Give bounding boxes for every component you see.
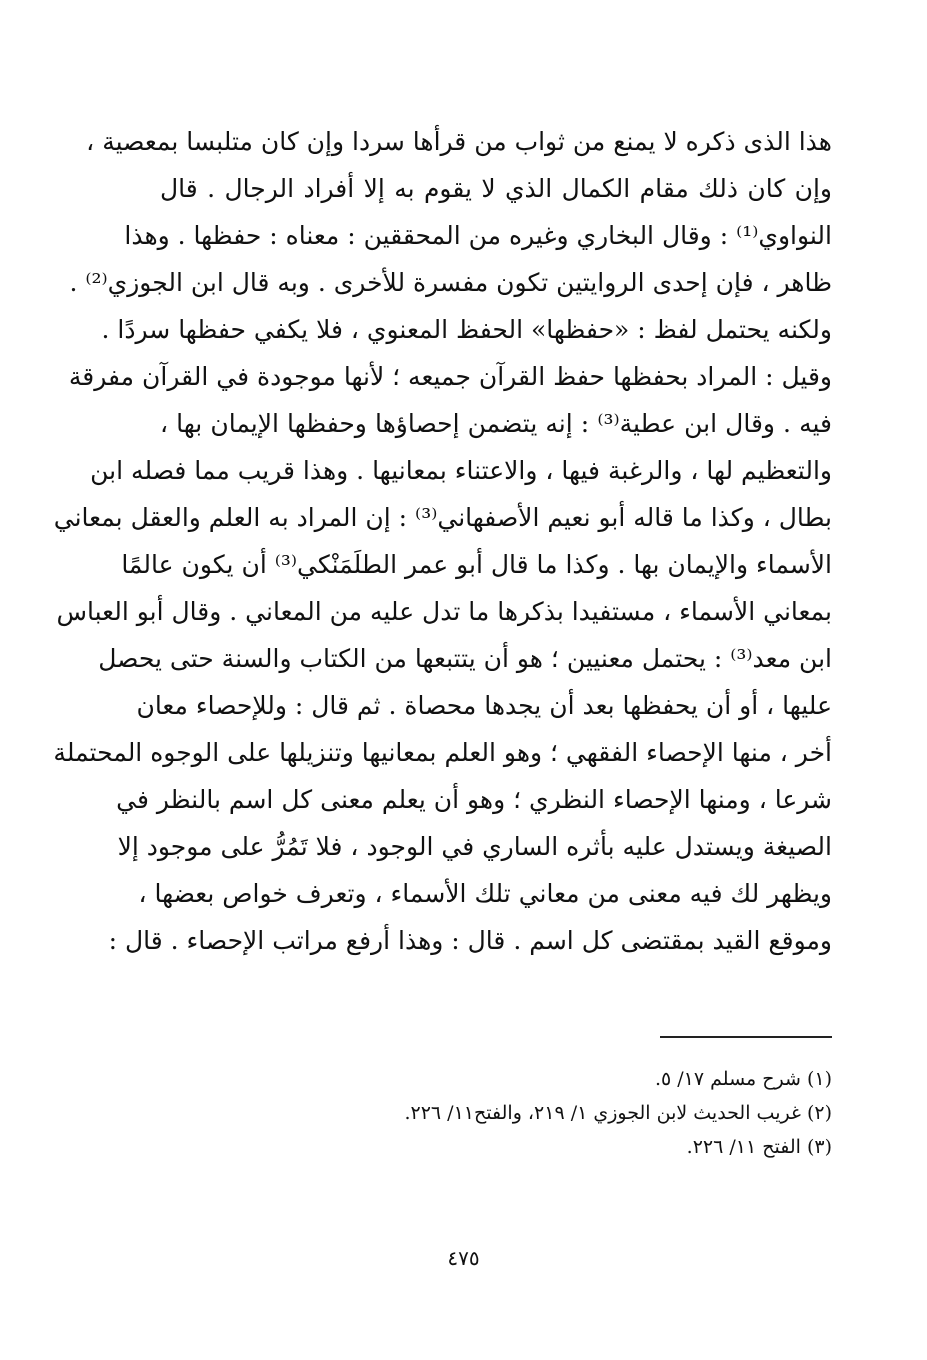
text-line-8: والتعظيم لها ، والرغبة فيها ، والاعتناء بمعانيها . وهذا قريب مما فصله ابن [90,456,832,485]
text-line-7: فيه . وقال ابن عطية⁽³⁾ : إنه يتضمن إحصاؤها وحفظها الإيمان بها ، [160,409,833,438]
footnotes [272,1062,832,1164]
text-line-3: النواوي⁽¹⁾ : وقال البخاري وغيره من المحققين : معناه : حفظها . وهذا [124,221,832,250]
main-text [53,118,833,964]
text-line-16: الصيغة ويستدل عليه بأثره الساري في الوجود ، فلا تَمُرُّ على موجود إلا [117,832,832,861]
footnote-3: (٣) الفتح ١١/ ٢٢٦. [686,1136,832,1158]
text-line-6: وقيل : المراد بحفظها حفظ القرآن جميعه ؛ لأنها موجودة في القرآن مفرقة [68,362,832,391]
text-line-12: ابن معد⁽³⁾ : يحتمل معنيين ؛ هو أن يتتبعها من الكتاب والسنة حتى يحصل [98,644,832,673]
footnote-separator [660,1036,832,1038]
text-line-14: أخر ، منها الإحصاء الفقهي ؛ وهو العلم بمعانيها وتنزيلها على الوجوه المحتملة [53,738,832,767]
text-line-13: عليها ، أو أن يحفظها بعد أن يجدها محصاة . ثم قال : وللإحصاء معان [136,691,832,720]
text-line-1: هذا الذى ذكره لا يمنع من ثواب من قرأها سردا وإن كان متلبسا بمعصية ، [86,127,832,156]
text-line-17: ويظهر لك فيه معنى من معاني تلك الأسماء ، وتعرف خواص بعضها ، [138,879,832,908]
text-line-4: ظاهر ، فإن إحدى الروايتين تكون مفسرة للأخرى . وبه قال ابن الجوزي⁽²⁾ . [69,268,832,297]
text-line-18: وموقع القيد بمقتضى كل اسم . قال : وهذا أرفع مراتب الإحصاء . قال : [108,926,832,955]
footnote-1: (١) شرح مسلم ١٧/ ٥. [654,1068,832,1090]
text-line-9: بطال ، وكذا ما قاله أبو نعيم الأصفهاني⁽³⁾ : إن المراد به العلم والعقل بمعاني [53,503,832,532]
text-line-5: ولكنه يحتمل لفظ : «حفظها» الحفظ المعنوي ، فلا يكفي حفظها سردًا . [101,315,832,344]
text-line-15: شرعا ، ومنها الإحصاء النظري ؛ وهو أن يعلم معنى كل اسم بالنظر في [116,785,832,814]
text-line-10: الأسماء والإيمان بها . وكذا ما قال أبو عمر الطلَمَنْكي⁽³⁾ أن يكون عالمًا [121,550,832,579]
text-line-11: بمعاني الأسماء ، مستفيدا بذكرها ما تدل عليه من المعاني . وقال أبو العباس [56,597,832,626]
text-line-2: وإن كان ذلك مقام الكمال الذي لا يقوم به إلا أفراد الرجال . قال [160,174,832,203]
footnote-2: (٢) غريب الحديث لابن الجوزي ١/ ٢١٩، والفتح١١/ ٢٢٦. [404,1102,832,1124]
page-number: ٤٧٥ [447,1246,480,1270]
